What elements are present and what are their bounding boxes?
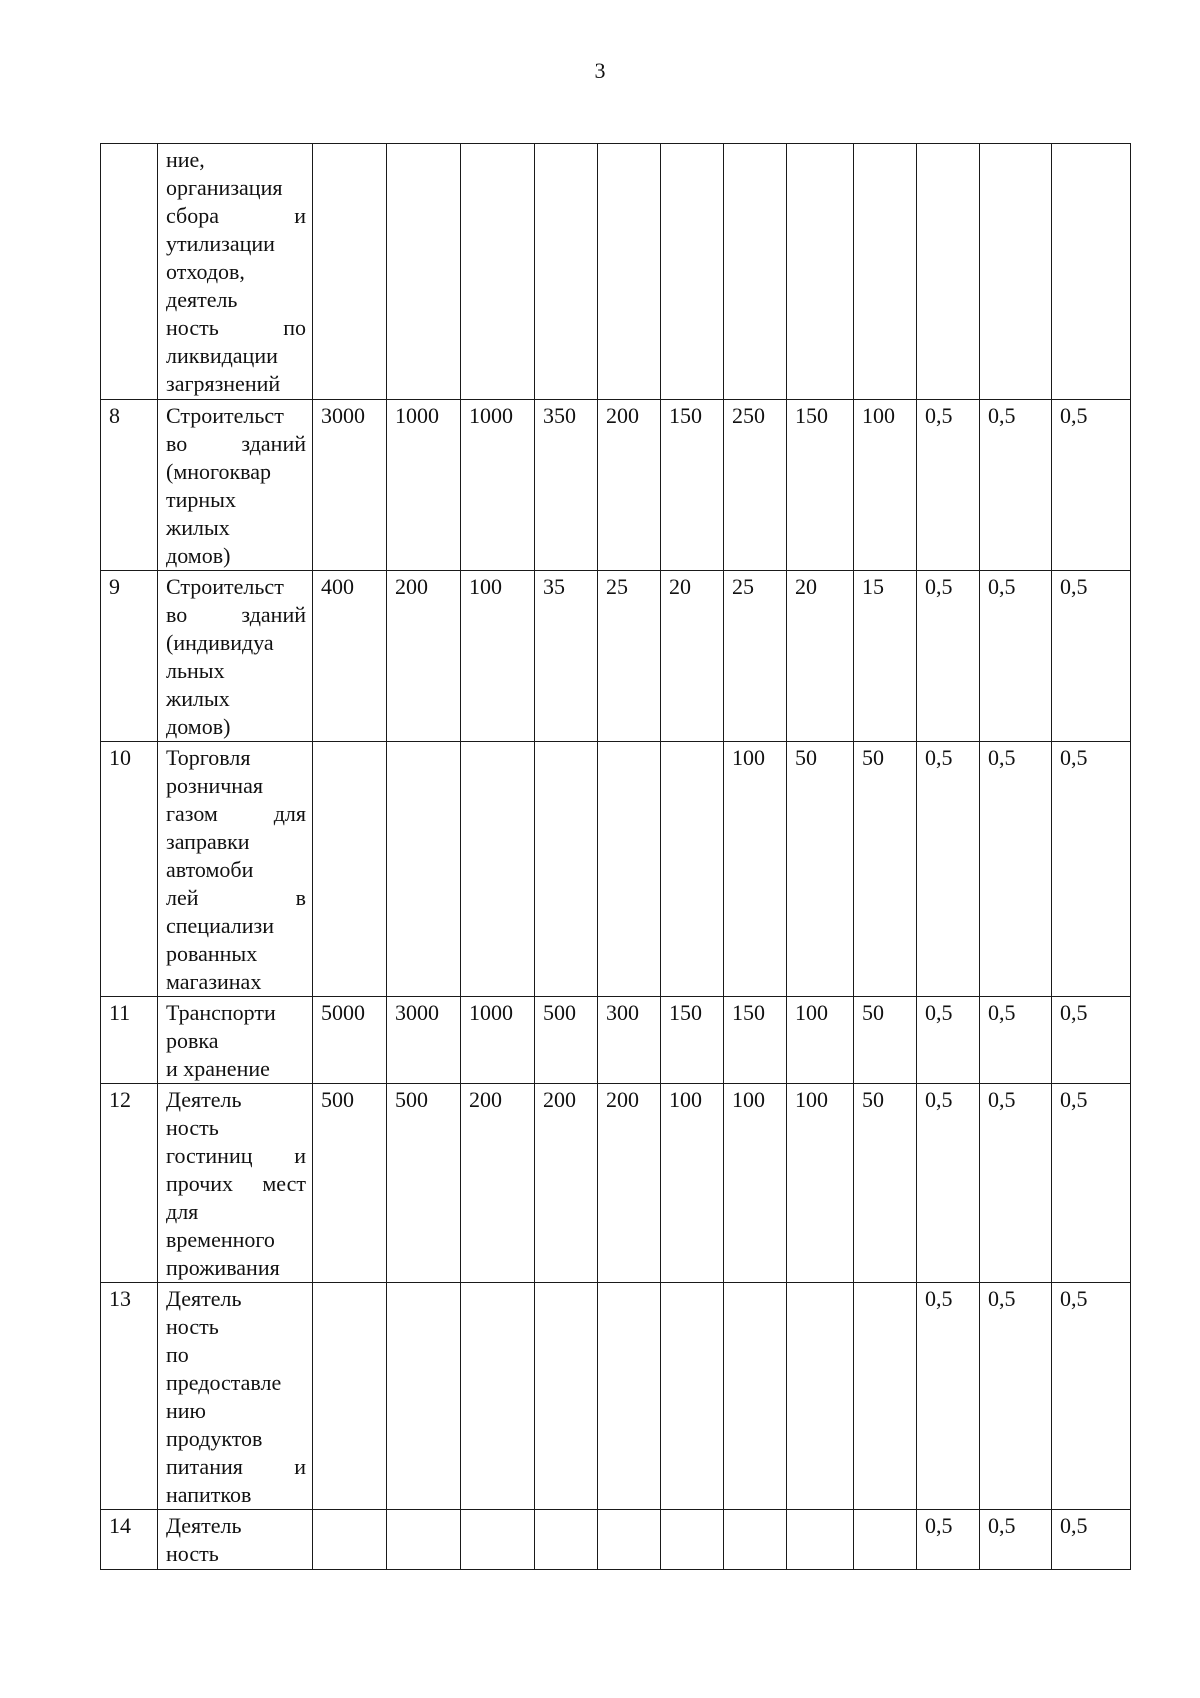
value-cell: 100 [461, 571, 535, 742]
value-cell [724, 144, 787, 400]
value-cell: 500 [535, 997, 598, 1084]
value-cell [313, 144, 387, 400]
value-cell [387, 1510, 461, 1570]
value-cell: 25 [598, 571, 661, 742]
activity-line: во зданий [166, 431, 306, 456]
value-cell: 0,5 [917, 997, 980, 1084]
value-cell: 0,5 [980, 742, 1052, 997]
activity-line: ность по [166, 315, 306, 340]
activity-cell [158, 997, 313, 1084]
value-cell: 200 [598, 400, 661, 571]
activity-line: ность [166, 1541, 219, 1566]
value-cell: 0,5 [980, 1084, 1052, 1283]
table-row [101, 742, 1131, 997]
activity-line: и хранение [166, 1056, 270, 1081]
table-row [101, 571, 1131, 742]
table-row [101, 144, 1131, 400]
activity-line: прочих мест [166, 1171, 306, 1196]
value-cell [461, 742, 535, 997]
activity-line: домов) [166, 714, 231, 739]
activity-line: (индивидуа [166, 630, 274, 655]
activity-line: лей в [166, 885, 306, 910]
value-cell: 100 [724, 742, 787, 997]
value-cell: 200 [461, 1084, 535, 1283]
activity-line: заправки [166, 829, 250, 854]
value-cell: 15 [854, 571, 917, 742]
value-cell: 25 [724, 571, 787, 742]
activity-line: ность [166, 1314, 219, 1339]
activity-line: ровка [166, 1028, 219, 1053]
value-cell [387, 742, 461, 997]
value-cell: 1000 [461, 400, 535, 571]
activity-line: гостиниц и [166, 1143, 306, 1168]
activity-line: Деятель [166, 1087, 242, 1112]
value-cell [787, 1283, 854, 1510]
table-row [101, 1084, 1131, 1283]
value-cell [535, 1283, 598, 1510]
value-cell: 0,5 [917, 400, 980, 571]
value-cell [598, 1283, 661, 1510]
value-cell: 350 [535, 400, 598, 571]
activity-line: (многоквар [166, 459, 272, 484]
value-cell: 1000 [387, 400, 461, 571]
row-number: 14 [101, 1510, 158, 1570]
activity-cell [158, 1283, 313, 1510]
table-row [101, 1510, 1131, 1570]
activity-line: предоставле [166, 1370, 282, 1395]
activity-line: жилых [166, 686, 230, 711]
value-cell [917, 144, 980, 400]
value-cell: 150 [787, 400, 854, 571]
value-cell [980, 144, 1052, 400]
value-cell: 0,5 [1052, 1510, 1131, 1570]
value-cell: 0,5 [1052, 571, 1131, 742]
activity-line: во зданий [166, 602, 306, 627]
activity-line: Строительст [166, 403, 284, 428]
value-cell: 150 [724, 997, 787, 1084]
activity-line: рованных [166, 941, 258, 966]
value-cell: 400 [313, 571, 387, 742]
activity-line: временного [166, 1227, 275, 1252]
value-cell: 0,5 [917, 1283, 980, 1510]
activity-line: Деятель [166, 1286, 242, 1311]
table-row [101, 1283, 1131, 1510]
activity-line: деятель [166, 287, 238, 312]
activity-cell [158, 742, 313, 997]
activity-line: Строительст [166, 574, 284, 599]
value-cell [598, 144, 661, 400]
value-cell: 100 [661, 1084, 724, 1283]
value-cell: 200 [535, 1084, 598, 1283]
activity-cell [158, 1084, 313, 1283]
value-cell [461, 144, 535, 400]
value-cell [661, 144, 724, 400]
value-cell: 150 [661, 997, 724, 1084]
value-cell [598, 742, 661, 997]
activity-line: для [166, 1199, 199, 1224]
value-cell [313, 1510, 387, 1570]
table-row [101, 400, 1131, 571]
value-cell [661, 1283, 724, 1510]
value-cell [661, 1510, 724, 1570]
row-number: 10 [101, 742, 158, 997]
value-cell: 50 [854, 1084, 917, 1283]
activity-line: Торговля [166, 745, 251, 770]
value-cell: 0,5 [980, 400, 1052, 571]
value-cell: 0,5 [1052, 1283, 1131, 1510]
activity-line: сбора и [166, 203, 306, 228]
activity-line: утилизации [166, 231, 275, 256]
value-cell [461, 1283, 535, 1510]
value-cell: 0,5 [980, 997, 1052, 1084]
activity-line: Деятель [166, 1513, 242, 1538]
value-cell: 0,5 [1052, 400, 1131, 571]
activity-line: напитков [166, 1482, 252, 1507]
value-cell [598, 1510, 661, 1570]
activity-line: продуктов [166, 1426, 263, 1451]
row-number: 11 [101, 997, 158, 1084]
activity-line: ние, [166, 147, 205, 172]
value-cell: 35 [535, 571, 598, 742]
value-cell: 0,5 [980, 1283, 1052, 1510]
value-cell: 100 [787, 1084, 854, 1283]
value-cell [535, 1510, 598, 1570]
value-cell: 5000 [313, 997, 387, 1084]
value-cell [535, 742, 598, 997]
value-cell: 200 [598, 1084, 661, 1283]
row-number [101, 144, 158, 400]
value-cell [724, 1510, 787, 1570]
activity-line: организация [166, 175, 283, 200]
activity-line: проживания [166, 1255, 280, 1280]
value-cell: 250 [724, 400, 787, 571]
activity-line: газом для [166, 801, 306, 826]
value-cell: 50 [854, 997, 917, 1084]
activity-line: загрязнений [166, 371, 281, 396]
row-number: 8 [101, 400, 158, 571]
value-cell: 150 [661, 400, 724, 571]
value-cell [461, 1510, 535, 1570]
value-cell: 1000 [461, 997, 535, 1084]
value-cell [724, 1283, 787, 1510]
value-cell [313, 1283, 387, 1510]
activity-line: ность [166, 1115, 219, 1140]
activity-line: питания и [166, 1454, 306, 1479]
activity-line: отходов, [166, 259, 245, 284]
value-cell: 0,5 [917, 742, 980, 997]
activity-cell [158, 571, 313, 742]
activity-line: специализи [166, 913, 275, 938]
value-cell: 500 [387, 1084, 461, 1283]
activity-line: автомоби [166, 857, 254, 882]
table-row [101, 997, 1131, 1084]
value-cell [661, 742, 724, 997]
value-cell: 200 [387, 571, 461, 742]
row-number: 9 [101, 571, 158, 742]
row-number: 13 [101, 1283, 158, 1510]
value-cell [535, 144, 598, 400]
activity-line: по [166, 1342, 189, 1367]
activity-line: тирных [166, 487, 236, 512]
value-cell: 0,5 [1052, 1084, 1131, 1283]
value-cell: 20 [787, 571, 854, 742]
activity-line: розничная [166, 773, 263, 798]
value-cell [787, 1510, 854, 1570]
activity-cell [158, 1510, 313, 1570]
value-cell [854, 1510, 917, 1570]
value-cell: 3000 [387, 997, 461, 1084]
activity-line: магазинах [166, 969, 262, 994]
value-cell: 50 [787, 742, 854, 997]
value-cell: 0,5 [917, 1510, 980, 1570]
value-cell: 0,5 [917, 1084, 980, 1283]
value-cell [854, 144, 917, 400]
value-cell: 500 [313, 1084, 387, 1283]
value-cell: 0,5 [1052, 997, 1131, 1084]
activity-line: Транспорти [166, 1000, 276, 1025]
value-cell [787, 144, 854, 400]
value-cell [387, 144, 461, 400]
activity-cell [158, 400, 313, 571]
value-cell: 3000 [313, 400, 387, 571]
value-cell: 0,5 [980, 1510, 1052, 1570]
activity-line: домов) [166, 543, 231, 568]
value-cell: 100 [854, 400, 917, 571]
value-cell: 0,5 [1052, 742, 1131, 997]
activity-line: жилых [166, 515, 230, 540]
row-number: 12 [101, 1084, 158, 1283]
activity-line: льных [166, 658, 225, 683]
value-cell: 300 [598, 997, 661, 1084]
rates-table [100, 143, 1131, 1570]
value-cell [387, 1283, 461, 1510]
activity-line: ликвидации [166, 343, 278, 368]
value-cell: 100 [724, 1084, 787, 1283]
value-cell [1052, 144, 1131, 400]
activity-line: нию [166, 1398, 206, 1423]
value-cell: 20 [661, 571, 724, 742]
activity-cell [158, 144, 313, 400]
value-cell: 0,5 [980, 571, 1052, 742]
value-cell: 0,5 [917, 571, 980, 742]
value-cell: 100 [787, 997, 854, 1084]
value-cell: 50 [854, 742, 917, 997]
value-cell [313, 742, 387, 997]
page-number: 3 [594, 58, 606, 83]
value-cell [854, 1283, 917, 1510]
